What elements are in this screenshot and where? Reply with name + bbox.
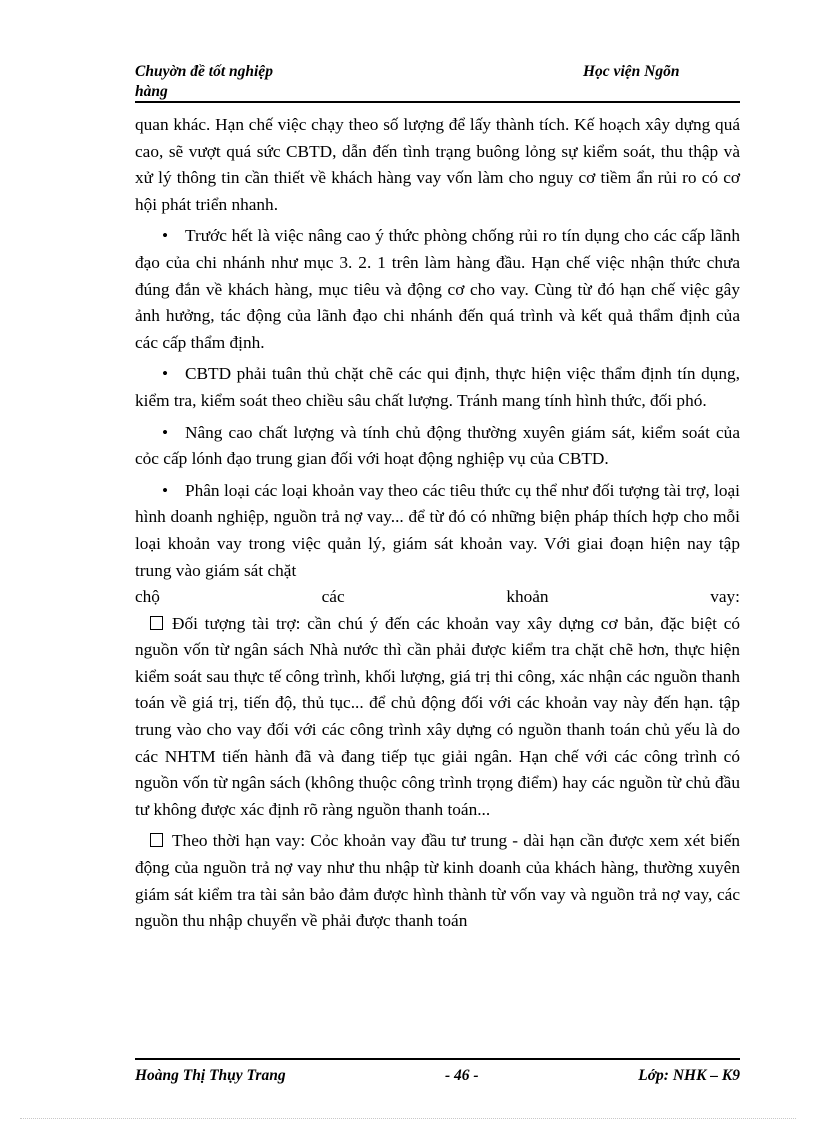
footer-class: Lớp: NHK – K9 xyxy=(638,1067,740,1084)
bullet-paragraph-last-line: chộ các khoản vay: xyxy=(135,587,740,607)
bullet-paragraph xyxy=(135,361,740,414)
bullet-paragraph xyxy=(135,223,740,356)
sub-item-paragraph xyxy=(135,611,740,824)
bullet-icon: • xyxy=(162,226,169,246)
bullet-text: Nâng cao chất lượng và tính chủ động thường xuyên giám sát, kiểm soát của cỏc cấp lónh đạo trung gian đối với hoạt động nghiệp vụ của CBTD. xyxy=(135,422,740,469)
header-title xyxy=(135,62,315,102)
page-edge-line xyxy=(20,1118,796,1119)
header-title-line2: hàng xyxy=(135,83,168,100)
page-body xyxy=(135,112,740,935)
bullet-text: CBTD phải tuân thủ chặt chẽ các qui định, thực hiện việc thẩm định tín dụng, kiểm tra, kiểm soát theo chiều sâu chất lượng. Tránh mang tính hình thức, đối phó. xyxy=(135,364,740,410)
header-institution: Học viện Ngõn xyxy=(583,63,680,80)
header-divider xyxy=(135,101,740,103)
bullet-icon: • xyxy=(162,480,169,500)
bullet-icon: • xyxy=(162,422,169,442)
bullet-paragraph xyxy=(135,478,740,584)
page-footer xyxy=(135,1065,740,1089)
bullet-paragraph xyxy=(135,420,740,473)
continued-paragraph: quan khác. Hạn chế việc chạy theo số lượng để lấy thành tích. Kế hoạch xây dựng quá cao, sẽ vượt quá sức CBTD, dẫn đến tình trạng buông lỏng sự kiểm soát, thu thập và xử lý thông tin cần thiết về khách hàng vay vốn làm cho nguy cơ tiềm ẩn rủi ro có cơ hội phát triển nhanh. xyxy=(135,115,740,214)
page-number: - 46 - xyxy=(445,1067,479,1084)
bullet-icon: • xyxy=(162,364,169,384)
bullet-text: Phân loại các loại khoản vay theo các tiêu thức cụ thể như đối tượng tài trợ, loại hình doanh nghiệp, nguồn trả nợ vay... để từ đó có những biện pháp thích hợp cho mỗi loại khoản vay trong việc quản lý, giám sát khoản vay. Với giai đoạn hiện nay tập trung vào giám sát chặt xyxy=(135,480,740,580)
page-header xyxy=(135,60,740,102)
header-title-line1: Chuyờn đề tốt nghiệp xyxy=(135,63,273,80)
sub-item-text: Đối tượng tài trợ: cần chú ý đến các khoản vay xây dựng cơ bản, đặc biệt có nguồn vốn từ ngân sách Nhà nước thì cần phải được kiểm tra chặt chẽ hơn, thực hiện kiểm soát sau thực tế công trình, khối lượng, giá trị thi công, xác nhận các nguồn thanh toán về giá trị, tiến độ, thủ tục... để chủ động đối với các khoản vay này đến hạn. tập trung vào cho vay đối với các công trình xây dựng có nguồn thanh toán chủ yếu là do các NHTM tiến hành đã và đang tiếp tục giải ngân. Hạn chế với các công trình có nguồn vốn từ ngân sách (không thuộc công trình trọng điểm) hay các nguồn từ chủ đầu tư không được xác định rõ ràng nguồn thanh toán... xyxy=(135,613,740,819)
square-bullet-icon xyxy=(150,833,163,847)
bullet-text: Trước hết là việc nâng cao ý thức phòng chống rủi ro tín dụng cho các cấp lãnh đạo của chi nhánh như mục 3. 2. 1 trên làm hàng đầu. Hạn chế việc nhận thức chưa đúng đắn về khách hàng, mục tiêu và động cơ cho vay. Cùng từ đó hạn chế việc gây ảnh hưởng, tác động của lãnh đạo chi nhánh đến quá trình và kết quả thẩm định của các cấp thẩm định. xyxy=(135,226,740,352)
square-bullet-icon xyxy=(150,616,163,630)
sub-item-paragraph xyxy=(135,828,740,934)
footer-divider xyxy=(135,1058,740,1060)
footer-author: Hoàng Thị Thụy Trang xyxy=(135,1067,286,1084)
sub-item-text: Theo thời hạn vay: Cỏc khoản vay đầu tư trung - dài hạn cần được xem xét biến động của nguồn trả nợ vay như thu nhập từ kinh doanh của khách hàng, thường xuyên giám sát kiểm tra tài sản bảo đảm được hình thành từ vốn vay và nguồn trả nợ vay, các nguồn thu nhập chuyển về phải được thanh toán xyxy=(135,831,740,931)
